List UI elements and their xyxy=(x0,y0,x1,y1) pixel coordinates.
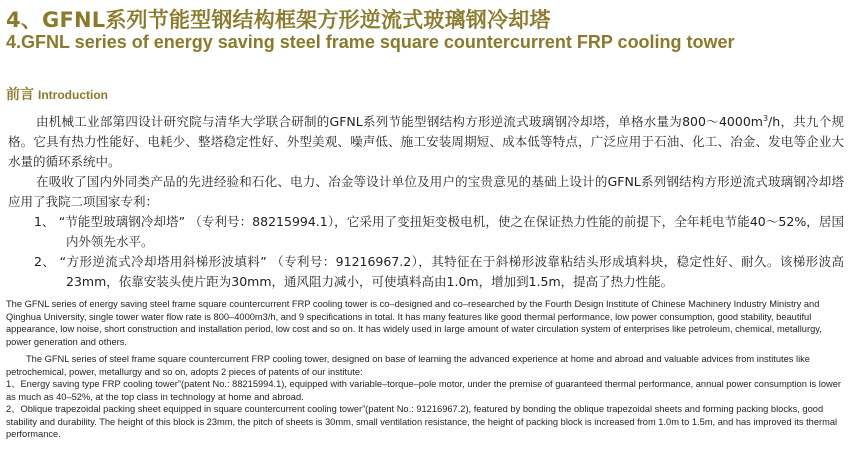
cn-paragraph-1-part-b: /h，共九个规格。它具有热力性能好、电耗少、整塔稳定性好、外型美观、噪声低、施工安装周期短、成本低等特点，广泛应用于石油、化工、冶金、发电等企业大水量的循环系统中。 xyxy=(8,114,844,169)
en-patent-item-2: 2、Oblique trapezoidal packing sheet equipped in square countercurrent cooling tower”(patent No.: 91216967.2), featured by bonding the oblique trapezoidal sheets and forming packing blocks, good stability and durability. The height of this block is 23mm, the pitch of sheets is 30mm, small ventilation resistance, the height of packing block is increased from 1.0m to 1.5m, and has improved its thermal performance. xyxy=(6,404,838,439)
chinese-body xyxy=(8,112,844,292)
english-body xyxy=(6,298,846,441)
en-patent-item-1: 1、Energy saving type FRP cooling tower”(patent No.: 88215994.1), equipped with variable–torque–pole motor, under the premise of guaranteed thermal performance, annual power consumption is lower as much as 40–52%, at the top class in technology at home and abroad. xyxy=(6,379,841,402)
cn-paragraph-1-part-a: 由机械工业部第四设计研究院与清华大学联合研制的GFNL系列节能型钢结构方形逆流式玻璃钢冷却塔，单格水量为800～4000m xyxy=(36,114,763,129)
page-title-en: 4.GFNL series of energy saving steel frame square countercurrent FRP cooling tower xyxy=(6,32,735,52)
cn-patent-item-2: 2、 “方形逆流式冷却塔用斜梯形波填料” （专利号：91216967.2），其特征在于斜梯形波靠粘结头形成填料块，稳定性好、耐久。该梯形波高23mm，依靠安装头使片距为30mm，通风阻力减小，可使填料高由1.0m，增加到1.5m，提高了热力性能。 xyxy=(34,254,844,289)
en-paragraph-2: The GFNL series of steel frame square countercurrent FRP cooling tower, designed on base of learning the advanced experience at home and abroad and valuable advices from institutes like petrochemical, power, metallurgy and so on, adopts 2 pieces of patents of our institute: xyxy=(6,354,810,377)
en-paragraph-1: The GFNL series of energy saving steel frame square countercurrent FRP cooling tower is co–designed and co–researched by the Fourth Design Institute of Chinese Machinery Industry Ministry and Qinghua University, single tower water flow rate is 800–4000m3/h, and 9 specifications in total. It has many features like good thermal performance, low power consumption, good stability, beautiful appearance, low noise, short construction and installation period, low cost and so on. It has widely used in large amount of water circulation system of enterprises like petroleum, chemical, metallurgy, power generation and others. xyxy=(6,299,822,347)
section-heading xyxy=(6,84,108,104)
cn-paragraph-1 xyxy=(8,112,844,172)
cn-paragraph-2: 在吸收了国内外同类产品的先进经验和石化、电力、冶金等设计单位及用户的宝贵意见的基础上设计的GFNL系列钢结构方形逆流式玻璃钢冷却塔应用了我院二项国家专利： xyxy=(8,174,844,209)
section-heading-cn: 前言 xyxy=(6,87,34,103)
section-heading-en: Introduction xyxy=(38,88,108,102)
cn-superscript: 3 xyxy=(762,113,769,123)
cn-patent-item-1: 1、 “节能型玻璃钢冷却塔” （专利号：88215994.1），它采用了变扭矩变极电机，使之在保证热力性能的前提下，全年耗电节能40～52%，居国内外领先水平。 xyxy=(34,214,844,249)
page-title-cn: 4、GFNL系列节能型钢结构框架方形逆流式玻璃钢冷却塔 xyxy=(6,8,551,32)
